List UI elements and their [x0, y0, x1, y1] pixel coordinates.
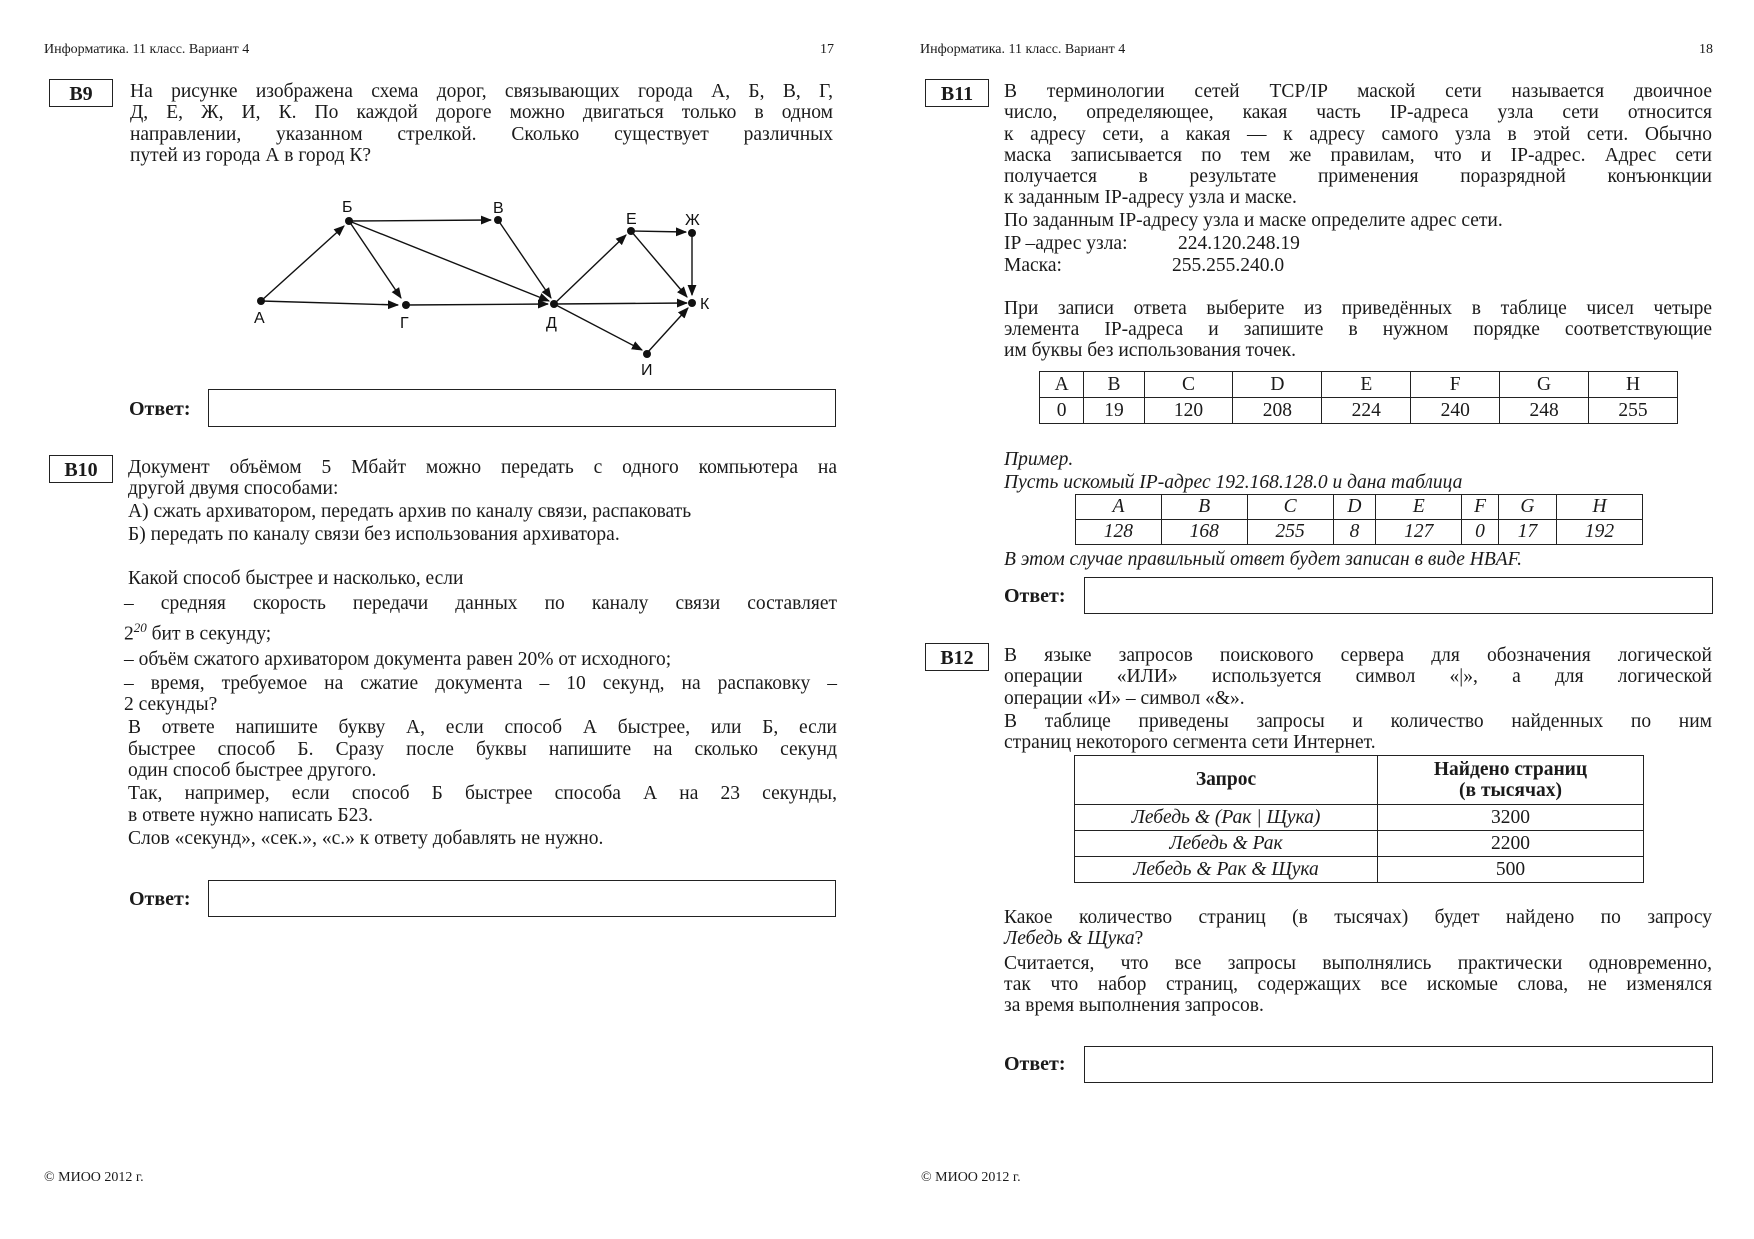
query-cell: Лебедь & Рак: [1075, 831, 1378, 857]
answer-field-b12[interactable]: [1084, 1046, 1713, 1083]
node-label: К: [700, 296, 710, 313]
edge-v-d: [498, 220, 551, 298]
b12-question-mark: ?: [1134, 928, 1144, 950]
b10-question-text: [124, 457, 837, 849]
b12-query-table: [1074, 755, 1644, 883]
b12-question-line: Какое количество страниц (в тысячах) будет найдено по запросу: [1004, 907, 1712, 928]
b10-line: быстрее способ Б. Сразу после буквы напишите на сколько секунд: [128, 738, 837, 760]
footer-copyright: © МИОО 2012 г.: [921, 1170, 1021, 1185]
table-cell: A: [1076, 495, 1162, 520]
found-cell: 3200: [1378, 805, 1644, 831]
query-cell: Лебедь & Рак & Щука: [1075, 857, 1378, 883]
b11-example-text: Пусть искомый IP-адрес 192.168.128.0 и дана таблица: [1004, 472, 1463, 493]
b10-line: в ответе нужно написать Б23.: [128, 804, 373, 826]
b10-line: Так, например, если способ Б быстрее способа А на 23 секунды,: [128, 783, 837, 805]
node-b: [345, 217, 353, 225]
b11-example-result: В этом случае правильный ответ будет записан в виде HBAF.: [1004, 549, 1522, 570]
table-cell: G: [1498, 495, 1556, 520]
answer-field-b10[interactable]: [208, 880, 836, 917]
page-number: 17: [820, 42, 834, 57]
b11-question-text: [1004, 81, 1712, 362]
road-graph: [0, 0, 877, 390]
table-cell: 127: [1376, 520, 1462, 545]
b11-task: По заданным IP-адресу узла и маске определите адрес сети.: [1004, 209, 1503, 231]
table-cell: 168: [1161, 520, 1247, 545]
table-cell: 255: [1247, 520, 1333, 545]
b12-line: В таблице приведены запросы и количество найденных по ним: [1004, 710, 1712, 732]
answer-field-b9[interactable]: [208, 389, 836, 427]
question-label-b9: В9: [49, 79, 113, 107]
b11-line: число, определяющее, какая часть IP-адреса узла сети относится: [1004, 102, 1712, 124]
column-header-line: Найдено страниц: [1433, 759, 1588, 780]
answer-label: Ответ:: [1004, 1053, 1066, 1075]
b10-line: один способ быстрее другого.: [128, 760, 377, 782]
answer-label: Ответ:: [1004, 585, 1066, 607]
b12-note-line: за время выполнения запросов.: [1004, 995, 1264, 1017]
b10-line: другой двумя способами:: [128, 478, 339, 500]
b10-line: В ответе напишите букву А, если способ А быстрее, или Б, если: [128, 717, 837, 739]
ip-label: IP –адрес узла:: [1004, 233, 1128, 255]
page-header-title: Информатика. 11 класс. Вариант 4: [44, 42, 250, 57]
node-i: [643, 350, 651, 358]
edge-d-k: [554, 303, 687, 304]
power-base: 2: [124, 623, 134, 645]
b12-line: В языке запросов поискового сервера для обозначения логической: [1004, 645, 1712, 666]
table-row: [1040, 398, 1678, 424]
answer-label: Ответ:: [129, 888, 191, 910]
b11-line: к заданным IP-адресу узла и маске.: [1004, 187, 1297, 209]
table-cell: H: [1589, 372, 1678, 398]
b11-example-title: Пример.: [1004, 449, 1074, 470]
b12-question-line: [1004, 928, 1712, 949]
table-cell: 128: [1076, 520, 1162, 545]
b12-question-text: [1004, 645, 1712, 753]
b10-option-b: Б) передать по каналу связи без использования архиватора.: [128, 523, 620, 545]
table-cell: F: [1462, 495, 1499, 520]
b9-line: На рисунке изображена схема дорог, связывающих города А, Б, В, Г,: [130, 81, 833, 102]
node-label: Д: [546, 315, 557, 332]
b10-option-a: А) сжать архиватором, передать архив по каналу связи, распаковать: [128, 500, 692, 522]
table-cell: 255: [1589, 398, 1678, 424]
table-cell: 208: [1233, 398, 1322, 424]
b11-mask-row: [1004, 255, 1712, 276]
node-label: Б: [342, 199, 353, 216]
b10-condition: [124, 617, 837, 645]
table-cell: C: [1144, 372, 1233, 398]
table-cell: 0: [1040, 398, 1084, 424]
table-cell: A: [1040, 372, 1084, 398]
table-cell: 240: [1411, 398, 1500, 424]
edge-b-d: [349, 221, 549, 301]
column-header: [1378, 756, 1644, 805]
b12-line: операции «ИЛИ» используется символ «|», а для логической: [1004, 666, 1712, 688]
node-label: Г: [400, 315, 409, 332]
node-e: [627, 227, 635, 235]
found-cell: 500: [1378, 857, 1644, 883]
node-label: И: [641, 362, 653, 379]
column-header: Запрос: [1075, 756, 1378, 805]
table-row: [1075, 857, 1644, 883]
b12-note-line: Считается, что все запросы выполнялись практически одновременно,: [1004, 952, 1712, 974]
query-cell: Лебедь & (Рак | Щука): [1075, 805, 1378, 831]
b11-line: элемента IP-адреса и запишите в нужном порядке соответствующие: [1004, 318, 1712, 340]
node-k: [688, 299, 696, 307]
table-row: [1076, 495, 1643, 520]
node-v: [494, 216, 502, 224]
node-d: [550, 300, 558, 308]
table-cell: D: [1333, 495, 1376, 520]
b11-ip-row: [1004, 233, 1712, 254]
power-exponent: 20: [133, 619, 147, 635]
b9-line: путей из города А в город К?: [130, 144, 372, 166]
node-a: [257, 297, 265, 305]
b11-line: маска записывается по тем же правилам, что и IP-адрес. Адрес сети: [1004, 144, 1712, 166]
b10-line: Слов «секунд», «сек.», «с.» к ответу добавлять не нужно.: [128, 827, 604, 849]
table-cell: 19: [1084, 398, 1144, 424]
question-label-b11: В11: [925, 79, 989, 107]
table-cell: 17: [1498, 520, 1556, 545]
b10-question: Какой способ быстрее и насколько, если: [128, 568, 464, 590]
b12-note-line: так что набор страниц, содержащих все искомые слова, не изменялся: [1004, 973, 1712, 995]
table-cell: D: [1233, 372, 1322, 398]
table-cell: 120: [1144, 398, 1233, 424]
mask-value: 255.255.240.0: [1172, 255, 1285, 277]
table-row: [1075, 831, 1644, 857]
edge-a-g: [261, 301, 398, 305]
edge-g-d: [406, 304, 548, 305]
b11-example-table: [1075, 494, 1643, 545]
table-cell: G: [1500, 372, 1589, 398]
table-cell: C: [1247, 495, 1333, 520]
right-page: [877, 0, 1754, 1239]
footer-copyright: © МИОО 2012 г.: [44, 1170, 144, 1185]
node-label: А: [254, 310, 265, 327]
answer-field-b11[interactable]: [1084, 577, 1713, 614]
edge-b-g: [349, 221, 401, 298]
b11-line: При записи ответа выберите из приведённых в таблице чисел четыре: [1004, 297, 1712, 319]
found-cell: 2200: [1378, 831, 1644, 857]
edge-a-b: [261, 226, 344, 301]
table-cell: E: [1376, 495, 1462, 520]
column-header-line: (в тысячах): [1459, 780, 1562, 801]
table-cell: 224: [1322, 398, 1411, 424]
table-cell: B: [1161, 495, 1247, 520]
b12-followup-text: [1004, 907, 1712, 1016]
b11-values-table: [1039, 371, 1678, 424]
b10-line: Документ объёмом 5 Мбайт можно передать с одного компьютера на: [128, 457, 837, 478]
b10-condition: – средняя скорость передачи данных по каналу связи составляет: [124, 593, 837, 615]
table-cell: 192: [1557, 520, 1643, 545]
ip-value: 224.120.248.19: [1178, 233, 1300, 255]
table-row: [1040, 372, 1678, 398]
mask-label: Маска:: [1004, 255, 1062, 277]
b12-line: страниц некоторого сегмента сети Интернет.: [1004, 732, 1376, 754]
table-cell: H: [1557, 495, 1643, 520]
edge-d-e: [554, 235, 626, 304]
b11-line: получается в результате применения поразрядной конъюнкции: [1004, 166, 1712, 188]
edge-e-k: [631, 231, 687, 297]
condition-rest: бит в секунду;: [146, 623, 272, 645]
b10-condition: – время, требуемое на сжатие документа – 10 секунд, на распаковку –: [124, 672, 837, 694]
node-label: Ж: [685, 212, 700, 229]
edge-b-v: [349, 220, 491, 221]
table-cell: 248: [1500, 398, 1589, 424]
table-cell: B: [1084, 372, 1144, 398]
b12-line: операции «И» – символ «&».: [1004, 687, 1245, 709]
question-label-b12: В12: [925, 643, 989, 671]
b11-line: к адресу сети, а какая — к адресу самого узла в этой сети. Обычно: [1004, 123, 1712, 145]
table-row: [1075, 805, 1644, 831]
page-number: 18: [1699, 42, 1713, 57]
edge-e-zh: [631, 231, 686, 232]
node-zh: [688, 229, 696, 237]
b9-line: Д, Е, Ж, И, К. По каждой дороге можно двигаться только в одном: [130, 102, 833, 124]
table-header-row: [1075, 756, 1644, 805]
node-label: Е: [626, 211, 637, 228]
answer-label: Ответ:: [129, 398, 191, 420]
b11-line: В терминологии сетей TCP/IP маской сети называется двоичное: [1004, 81, 1712, 102]
node-g: [402, 301, 410, 309]
node-label: В: [493, 200, 504, 217]
table-cell: E: [1322, 372, 1411, 398]
edge-d-i: [554, 304, 642, 350]
table-cell: F: [1411, 372, 1500, 398]
b10-condition: – объём сжатого архиватором документа равен 20% от исходного;: [124, 648, 672, 670]
edge-i-k: [647, 308, 688, 353]
page-header-title: Информатика. 11 класс. Вариант 4: [920, 42, 1126, 57]
question-label-b10: В10: [49, 455, 113, 483]
b10-condition: 2 секунды?: [124, 694, 218, 716]
b12-query-example: Лебедь & Щука: [1004, 928, 1135, 950]
table-cell: 8: [1333, 520, 1376, 545]
b9-line: направлении, указанном стрелкой. Сколько существует различных: [130, 123, 833, 145]
table-row: [1076, 520, 1643, 545]
b11-line: им буквы без использования точек.: [1004, 340, 1296, 362]
table-cell: 0: [1462, 520, 1499, 545]
